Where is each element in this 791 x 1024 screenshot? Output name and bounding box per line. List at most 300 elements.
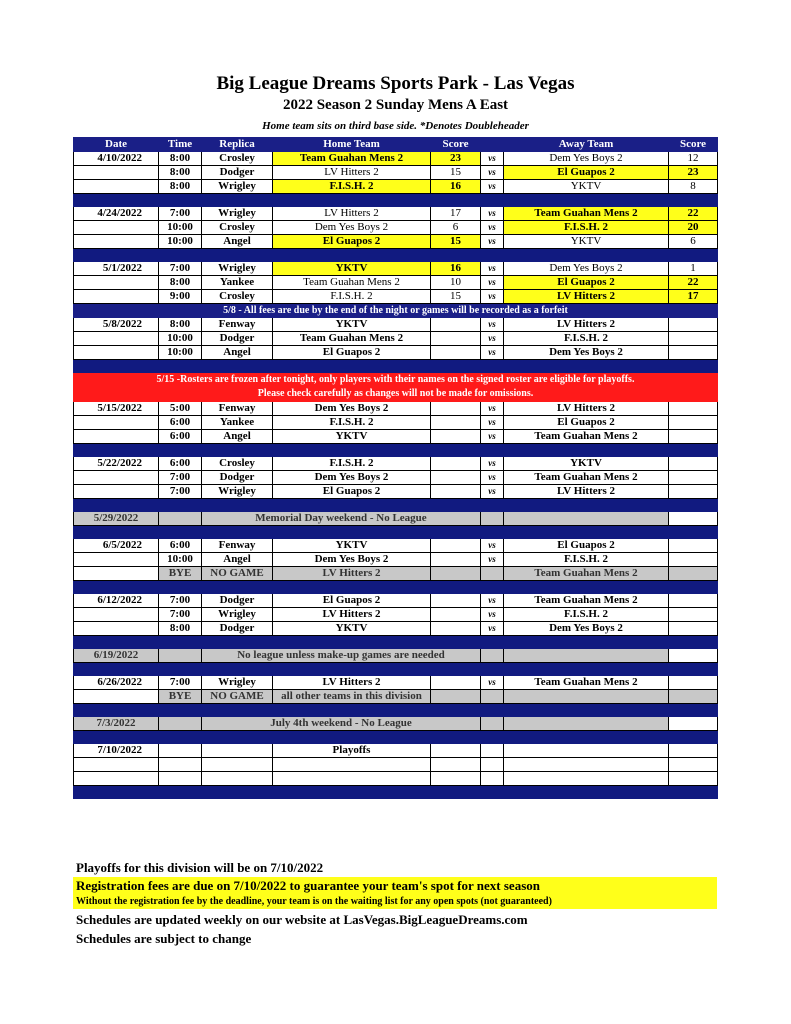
home-score-cell	[431, 567, 481, 581]
footer-waiting-list: Without the registration fee by the deadline, your team is on the waiting list for any open spots (not guaranteed)	[76, 896, 552, 907]
away-score-cell	[669, 567, 718, 581]
separator-row	[74, 526, 718, 539]
score-cell	[669, 512, 718, 526]
away-score-cell: 22	[669, 207, 718, 221]
away-team-cell: Dem Yes Boys 2	[504, 152, 669, 166]
table-row	[74, 346, 718, 360]
away-team-cell: F.I.S.H. 2	[504, 332, 669, 346]
field-cell: Crosley	[202, 221, 273, 235]
away-score-cell: 20	[669, 221, 718, 235]
time-cell: 7:00	[159, 485, 202, 499]
time-cell	[159, 717, 202, 731]
table-row	[74, 402, 718, 416]
vs-cell	[481, 758, 504, 772]
date-cell	[74, 690, 159, 704]
table-row	[74, 318, 718, 332]
footer-registration: Registration fees are due on 7/10/2022 to guarantee your team's spot for next season	[76, 878, 540, 893]
time-cell: BYE	[159, 567, 202, 581]
home-score-cell	[431, 553, 481, 567]
roster-alert-line: Please check carefully as changes will not be made for omissions.	[257, 388, 534, 399]
date-cell	[74, 166, 159, 180]
away-score-cell	[669, 676, 718, 690]
field-cell: Angel	[202, 430, 273, 444]
field-cell: Dodger	[202, 622, 273, 636]
table-row	[74, 276, 718, 290]
home-score-cell	[431, 690, 481, 704]
away-team-cell: Dem Yes Boys 2	[504, 622, 669, 636]
time-cell: 6:00	[159, 416, 202, 430]
away-score-cell: 22	[669, 276, 718, 290]
away-team-cell: LV Hitters 2	[504, 402, 669, 416]
field-cell: Crosley	[202, 152, 273, 166]
date-cell	[74, 430, 159, 444]
separator-cell	[74, 581, 718, 594]
away-score-cell: 8	[669, 180, 718, 194]
table-row	[74, 758, 718, 772]
date-cell	[74, 471, 159, 485]
away-team-cell: YKTV	[504, 235, 669, 249]
vs-cell: vs	[481, 539, 504, 553]
away-team-cell: El Guapos 2	[504, 539, 669, 553]
field-cell: Dodger	[202, 332, 273, 346]
footer-playoffs: Playoffs for this division will be on 7/10/2022	[76, 860, 324, 875]
column-header: Date	[74, 138, 159, 152]
home-score-cell	[431, 332, 481, 346]
away-cell	[504, 717, 669, 731]
vs-cell: vs	[481, 416, 504, 430]
time-cell: 10:00	[159, 221, 202, 235]
away-team-cell: El Guapos 2	[504, 416, 669, 430]
table-row	[74, 416, 718, 430]
column-header: Time	[159, 138, 202, 152]
footer-change-notice: Schedules are subject to change	[76, 931, 252, 946]
separator-cell	[74, 194, 718, 207]
home-score-cell: 15	[431, 290, 481, 304]
notice-row	[74, 304, 718, 318]
vs-cell: vs	[481, 166, 504, 180]
roster-alert-line: 5/15 -Rosters are frozen after tonight, only players with their names on the signed roster are eligible for playoffs.	[156, 374, 635, 385]
home-team-cell: F.I.S.H. 2	[273, 416, 431, 430]
date-cell	[74, 567, 159, 581]
away-score-cell	[669, 758, 718, 772]
table-row	[74, 262, 718, 276]
away-team-cell: LV Hitters 2	[504, 290, 669, 304]
away-score-cell: 12	[669, 152, 718, 166]
date-cell	[74, 235, 159, 249]
field-cell: Angel	[202, 346, 273, 360]
away-team-cell: El Guapos 2	[504, 276, 669, 290]
away-score-cell	[669, 332, 718, 346]
date-cell	[74, 221, 159, 235]
vs-cell: vs	[481, 290, 504, 304]
away-score-cell	[669, 416, 718, 430]
field-cell: Dodger	[202, 471, 273, 485]
away-score-cell	[669, 471, 718, 485]
column-header: Home Team	[273, 138, 431, 152]
home-score-cell	[431, 758, 481, 772]
date-cell: 5/22/2022	[74, 457, 159, 471]
bye-row	[74, 690, 718, 704]
separator-row	[74, 786, 718, 799]
home-score-cell: 16	[431, 262, 481, 276]
column-header: Score	[431, 138, 481, 152]
date-cell	[74, 332, 159, 346]
away-score-cell	[669, 539, 718, 553]
vs-cell: vs	[481, 676, 504, 690]
home-team-cell: Dem Yes Boys 2	[273, 553, 431, 567]
away-score-cell: 17	[669, 290, 718, 304]
home-score-cell	[431, 608, 481, 622]
away-score-cell	[669, 608, 718, 622]
away-team-cell: LV Hitters 2	[504, 318, 669, 332]
fee-notice: 5/8 - All fees are due by the end of the night or games will be recorded as a forfeit	[74, 304, 718, 318]
field-cell: Crosley	[202, 457, 273, 471]
home-team-cell: El Guapos 2	[273, 485, 431, 499]
home-team-cell: Dem Yes Boys 2	[273, 402, 431, 416]
away-team-cell: F.I.S.H. 2	[504, 608, 669, 622]
home-score-cell	[431, 485, 481, 499]
field-cell: Wrigley	[202, 262, 273, 276]
home-team-cell: YKTV	[273, 318, 431, 332]
home-team-cell: Dem Yes Boys 2	[273, 471, 431, 485]
away-team-cell: YKTV	[504, 457, 669, 471]
page-note: Home team sits on third base side. *Denotes Doubleheader	[262, 120, 529, 132]
alert-row	[74, 373, 718, 402]
field-cell: Wrigley	[202, 207, 273, 221]
home-score-cell: 6	[431, 221, 481, 235]
away-score-cell	[669, 457, 718, 471]
away-team-cell: Dem Yes Boys 2	[504, 346, 669, 360]
table-row	[74, 772, 718, 786]
vs-cell: vs	[481, 346, 504, 360]
separator-cell	[74, 663, 718, 676]
table-row	[74, 166, 718, 180]
date-cell: 6/26/2022	[74, 676, 159, 690]
separator-cell	[74, 731, 718, 744]
time-cell: 8:00	[159, 152, 202, 166]
table-row	[74, 594, 718, 608]
away-score-cell: 1	[669, 262, 718, 276]
away-score-cell	[669, 346, 718, 360]
vs-cell	[481, 512, 504, 526]
page-title: Big League Dreams Sports Park - Las Vegas	[216, 73, 575, 94]
vs-cell: vs	[481, 180, 504, 194]
away-team-cell: Team Guahan Mens 2	[504, 567, 669, 581]
field-cell: Wrigley	[202, 608, 273, 622]
bye-row	[74, 567, 718, 581]
home-team-cell: LV Hitters 2	[273, 166, 431, 180]
table-row	[74, 180, 718, 194]
separator-cell	[74, 360, 718, 373]
date-cell	[74, 276, 159, 290]
away-team-cell	[504, 758, 669, 772]
vs-cell: vs	[481, 485, 504, 499]
home-score-cell	[431, 539, 481, 553]
home-score-cell	[431, 676, 481, 690]
date-cell: 5/1/2022	[74, 262, 159, 276]
field-cell: Dodger	[202, 594, 273, 608]
column-header: Replica	[202, 138, 273, 152]
home-team-cell: all other teams in this division	[273, 690, 431, 704]
home-score-cell	[431, 346, 481, 360]
date-cell	[74, 622, 159, 636]
away-score-cell	[669, 430, 718, 444]
time-cell: 6:00	[159, 457, 202, 471]
away-score-cell: 23	[669, 166, 718, 180]
table-row	[74, 290, 718, 304]
home-score-cell	[431, 402, 481, 416]
vs-cell	[481, 567, 504, 581]
vs-cell: vs	[481, 430, 504, 444]
away-score-cell	[669, 318, 718, 332]
away-score-cell	[669, 485, 718, 499]
vs-cell	[481, 649, 504, 663]
away-team-cell	[504, 690, 669, 704]
table-header-row	[74, 138, 718, 152]
vs-cell: vs	[481, 235, 504, 249]
table-row	[74, 471, 718, 485]
column-header: Away Team	[504, 138, 669, 152]
separator-row	[74, 636, 718, 649]
separator-cell	[74, 704, 718, 717]
time-cell: 9:00	[159, 290, 202, 304]
page-subtitle: 2022 Season 2 Sunday Mens A East	[282, 97, 509, 113]
time-cell: 7:00	[159, 594, 202, 608]
separator-cell	[74, 636, 718, 649]
no-league-note: July 4th weekend - No League	[202, 717, 481, 731]
field-cell: Angel	[202, 235, 273, 249]
away-score-cell	[669, 402, 718, 416]
field-cell: NO GAME	[202, 690, 273, 704]
no-league-row	[74, 649, 718, 663]
time-cell: BYE	[159, 690, 202, 704]
field-cell	[202, 744, 273, 758]
home-score-cell	[431, 772, 481, 786]
home-score-cell: 15	[431, 235, 481, 249]
field-cell	[202, 758, 273, 772]
away-score-cell	[669, 553, 718, 567]
field-cell: Yankee	[202, 416, 273, 430]
home-score-cell	[431, 457, 481, 471]
home-team-cell: YKTV	[273, 430, 431, 444]
home-score-cell	[431, 318, 481, 332]
no-league-note: No league unless make-up games are needed	[202, 649, 481, 663]
table-row	[74, 676, 718, 690]
away-score-cell	[669, 744, 718, 758]
roster-alert	[74, 373, 718, 402]
home-team-cell: Team Guahan Mens 2	[273, 332, 431, 346]
home-team-cell: Team Guahan Mens 2	[273, 152, 431, 166]
home-team-cell: YKTV	[273, 622, 431, 636]
time-cell	[159, 649, 202, 663]
separator-cell	[74, 786, 718, 799]
date-cell: 5/29/2022	[74, 512, 159, 526]
home-team-cell: El Guapos 2	[273, 235, 431, 249]
date-cell: 5/8/2022	[74, 318, 159, 332]
home-team-cell: F.I.S.H. 2	[273, 180, 431, 194]
home-score-cell	[431, 471, 481, 485]
column-header	[481, 138, 504, 152]
vs-cell	[481, 717, 504, 731]
table-row	[74, 485, 718, 499]
time-cell: 7:00	[159, 262, 202, 276]
away-team-cell	[504, 744, 669, 758]
field-cell: Fenway	[202, 539, 273, 553]
home-team-cell: YKTV	[273, 539, 431, 553]
field-cell	[202, 772, 273, 786]
time-cell: 8:00	[159, 180, 202, 194]
date-cell	[74, 608, 159, 622]
table-row	[74, 539, 718, 553]
field-cell: Wrigley	[202, 485, 273, 499]
separator-row	[74, 194, 718, 207]
table-row	[74, 332, 718, 346]
time-cell: 6:00	[159, 539, 202, 553]
time-cell: 6:00	[159, 430, 202, 444]
score-cell	[669, 717, 718, 731]
date-cell	[74, 758, 159, 772]
separator-cell	[74, 499, 718, 512]
home-team-cell	[273, 772, 431, 786]
table-row	[74, 221, 718, 235]
home-team-cell: F.I.S.H. 2	[273, 290, 431, 304]
vs-cell: vs	[481, 402, 504, 416]
time-cell: 8:00	[159, 166, 202, 180]
separator-cell	[74, 249, 718, 262]
time-cell: 10:00	[159, 346, 202, 360]
away-team-cell: F.I.S.H. 2	[504, 553, 669, 567]
home-score-cell	[431, 744, 481, 758]
field-cell: Yankee	[202, 276, 273, 290]
separator-row	[74, 249, 718, 262]
away-team-cell: LV Hitters 2	[504, 485, 669, 499]
no-league-note: Memorial Day weekend - No League	[202, 512, 481, 526]
home-team-cell: LV Hitters 2	[273, 608, 431, 622]
date-cell: 7/10/2022	[74, 744, 159, 758]
away-cell	[504, 649, 669, 663]
table-row	[74, 235, 718, 249]
vs-cell: vs	[481, 622, 504, 636]
home-score-cell	[431, 594, 481, 608]
vs-cell: vs	[481, 594, 504, 608]
no-league-row	[74, 512, 718, 526]
time-cell	[159, 744, 202, 758]
field-cell: Fenway	[202, 402, 273, 416]
home-score-cell: 16	[431, 180, 481, 194]
separator-row	[74, 663, 718, 676]
date-cell	[74, 416, 159, 430]
schedule-body	[74, 138, 718, 799]
home-team-cell: El Guapos 2	[273, 594, 431, 608]
field-cell: Crosley	[202, 290, 273, 304]
separator-row	[74, 360, 718, 373]
schedule-table	[73, 137, 718, 799]
away-score-cell	[669, 772, 718, 786]
time-cell	[159, 512, 202, 526]
away-cell	[504, 512, 669, 526]
time-cell: 8:00	[159, 318, 202, 332]
home-team-cell: Dem Yes Boys 2	[273, 221, 431, 235]
date-cell	[74, 290, 159, 304]
field-cell: Fenway	[202, 318, 273, 332]
home-score-cell	[431, 622, 481, 636]
home-score-cell	[431, 430, 481, 444]
separator-row	[74, 499, 718, 512]
away-team-cell: Team Guahan Mens 2	[504, 676, 669, 690]
separator-cell	[74, 444, 718, 457]
vs-cell	[481, 690, 504, 704]
time-cell	[159, 772, 202, 786]
vs-cell: vs	[481, 332, 504, 346]
separator-row	[74, 444, 718, 457]
away-score-cell	[669, 622, 718, 636]
date-cell: 4/24/2022	[74, 207, 159, 221]
footer-website: Schedules are updated weekly on our website at LasVegas.BigLeagueDreams.com	[76, 912, 528, 927]
vs-cell	[481, 744, 504, 758]
table-row	[74, 553, 718, 567]
no-league-row	[74, 717, 718, 731]
home-team-cell: LV Hitters 2	[273, 207, 431, 221]
time-cell: 5:00	[159, 402, 202, 416]
date-cell: 6/19/2022	[74, 649, 159, 663]
vs-cell: vs	[481, 262, 504, 276]
table-row	[74, 430, 718, 444]
home-team-cell: LV Hitters 2	[273, 676, 431, 690]
vs-cell: vs	[481, 318, 504, 332]
home-team-cell: Team Guahan Mens 2	[273, 276, 431, 290]
time-cell	[159, 758, 202, 772]
vs-cell: vs	[481, 553, 504, 567]
field-cell: Angel	[202, 553, 273, 567]
home-score-cell: 23	[431, 152, 481, 166]
separator-row	[74, 581, 718, 594]
date-cell	[74, 485, 159, 499]
away-team-cell: Team Guahan Mens 2	[504, 471, 669, 485]
separator-cell	[74, 526, 718, 539]
date-cell: 6/12/2022	[74, 594, 159, 608]
away-team-cell: Dem Yes Boys 2	[504, 262, 669, 276]
time-cell: 7:00	[159, 207, 202, 221]
date-cell	[74, 772, 159, 786]
field-cell: NO GAME	[202, 567, 273, 581]
away-score-cell	[669, 594, 718, 608]
field-cell: Dodger	[202, 166, 273, 180]
time-cell: 10:00	[159, 553, 202, 567]
date-cell	[74, 180, 159, 194]
date-cell: 6/5/2022	[74, 539, 159, 553]
time-cell: 8:00	[159, 276, 202, 290]
vs-cell: vs	[481, 221, 504, 235]
away-score-cell: 6	[669, 235, 718, 249]
home-score-cell	[431, 416, 481, 430]
home-score-cell: 15	[431, 166, 481, 180]
home-team-cell: El Guapos 2	[273, 346, 431, 360]
time-cell: 8:00	[159, 622, 202, 636]
home-team-cell: Playoffs	[273, 744, 431, 758]
time-cell: 7:00	[159, 471, 202, 485]
field-cell: Wrigley	[202, 180, 273, 194]
time-cell: 7:00	[159, 676, 202, 690]
home-score-cell: 10	[431, 276, 481, 290]
home-team-cell: F.I.S.H. 2	[273, 457, 431, 471]
away-team-cell	[504, 772, 669, 786]
away-score-cell	[669, 690, 718, 704]
table-row	[74, 608, 718, 622]
time-cell: 10:00	[159, 235, 202, 249]
table-row	[74, 744, 718, 758]
time-cell: 10:00	[159, 332, 202, 346]
away-team-cell: Team Guahan Mens 2	[504, 430, 669, 444]
